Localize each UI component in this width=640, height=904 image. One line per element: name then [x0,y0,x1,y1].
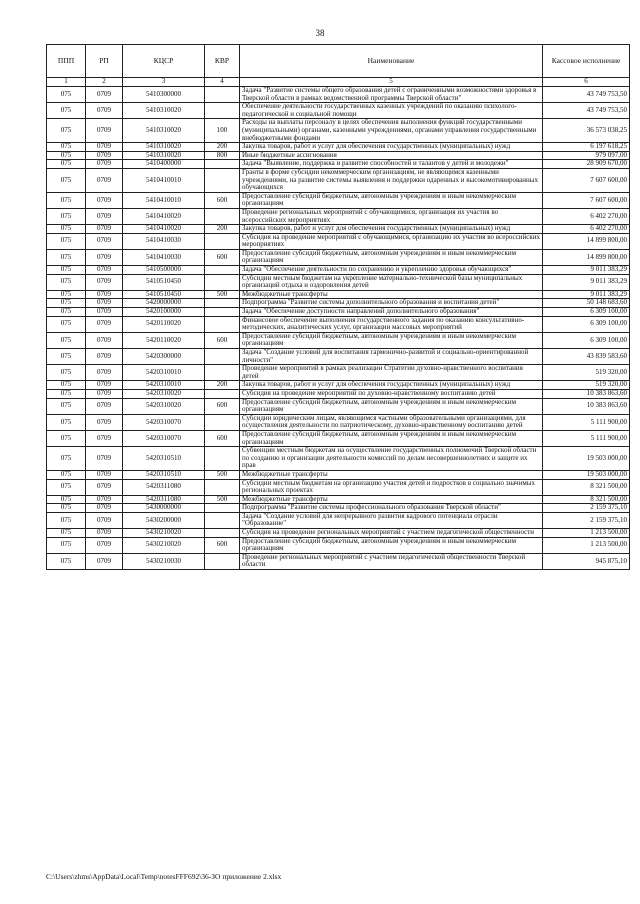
table-row [47,316,630,332]
table-row [47,389,630,398]
column-number-row [47,78,630,87]
cell-ppp: 075 [47,160,86,169]
cell-amount: 19 503 000,00 [543,447,630,471]
table-row [47,87,630,103]
cell-kvr: 200 [205,225,240,234]
cell-ppp: 075 [47,447,86,471]
table-row [47,119,630,143]
cell-amount: 8 321 500,00 [543,479,630,495]
table-row [47,160,630,169]
cell-name: Субсидия на проведение мероприятий по духовно-нравственному воспитанию детей [240,389,543,398]
cell-kcsr: 5410510450 [123,274,205,290]
table-row [47,381,630,390]
cell-rp: 0709 [86,414,123,430]
cell-amount: 36 573 038,25 [543,119,630,143]
cell-ppp: 075 [47,316,86,332]
cell-kvr [205,266,240,275]
cell-kcsr: 5410310020 [123,151,205,160]
cell-kvr [205,529,240,538]
cell-ppp: 075 [47,233,86,249]
cell-kcsr: 5410410030 [123,233,205,249]
cell-name: Задача "Создание условий для воспитания гармонично-развитой и социально-ориентированной личности" [240,349,543,365]
cell-amount: 519 320,00 [543,381,630,390]
cell-amount: 2 159 375,10 [543,504,630,513]
cell-kcsr: 5420310010 [123,381,205,390]
cell-amount: 50 148 683,60 [543,299,630,308]
cell-amount: 945 875,10 [543,553,630,569]
cell-ppp: 075 [47,299,86,308]
cell-rp: 0709 [86,160,123,169]
cell-rp: 0709 [86,208,123,224]
cell-ppp: 075 [47,208,86,224]
table-row [47,208,630,224]
column-number: 4 [205,78,240,87]
cell-kvr [205,208,240,224]
cell-name: Предоставление субсидий бюджетным, автономным учреждениям и иным некоммерческим организациям [240,398,543,414]
cell-ppp: 075 [47,414,86,430]
cell-amount: 14 899 800,00 [543,249,630,265]
cell-ppp: 075 [47,151,86,160]
cell-kvr [205,389,240,398]
cell-rp: 0709 [86,290,123,299]
cell-amount: 9 011 383,29 [543,274,630,290]
cell-kvr [205,233,240,249]
cell-rp: 0709 [86,504,123,513]
table-row [47,225,630,234]
cell-kcsr: 5410410020 [123,208,205,224]
table-row [47,479,630,495]
cell-kvr: 100 [205,119,240,143]
cell-amount: 9 011 383,29 [543,290,630,299]
cell-kvr [205,349,240,365]
table-row [47,290,630,299]
cell-name: Подпрограмма "Развитие системы профессионального образования Тверской области" [240,504,543,513]
cell-kcsr: 5430210020 [123,529,205,538]
cell-kcsr: 5420310510 [123,447,205,471]
column-number: 1 [47,78,86,87]
cell-rp: 0709 [86,381,123,390]
budget-table [46,44,630,570]
table-row [47,529,630,538]
cell-kvr [205,479,240,495]
cell-kcsr: 5430210020 [123,537,205,553]
cell-rp: 0709 [86,308,123,317]
cell-amount: 10 383 863,60 [543,389,630,398]
cell-kcsr: 5420310510 [123,470,205,479]
cell-kcsr: 5420300000 [123,349,205,365]
cell-kcsr: 5410310020 [123,119,205,143]
cell-amount: 43 749 753,50 [543,103,630,119]
cell-rp: 0709 [86,249,123,265]
cell-amount: 1 213 500,00 [543,537,630,553]
table-row [47,249,630,265]
cell-name: Расходы на выплаты персоналу в целях обеспечения выполнения функций государственными (муниципальными) органами, казенными учреждениями, органами управления государственными внебюджетными фондами [240,119,543,143]
cell-kcsr: 5410300000 [123,87,205,103]
cell-name: Проведение региональных мероприятий с участием педагогической общественности Тверской области [240,553,543,569]
cell-amount: 1 213 500,00 [543,529,630,538]
cell-rp: 0709 [86,332,123,348]
cell-name: Подпрограмма "Развитие системы дополнительного образования и воспитания детей" [240,299,543,308]
cell-name: Межбюджетные трансферты [240,290,543,299]
cell-ppp: 075 [47,365,86,381]
cell-ppp: 075 [47,168,86,192]
cell-amount: 6 309 100,00 [543,332,630,348]
cell-ppp: 075 [47,192,86,208]
cell-kvr [205,316,240,332]
page-number: 38 [315,28,325,38]
cell-rp: 0709 [86,225,123,234]
cell-kvr: 200 [205,143,240,152]
cell-ppp: 075 [47,553,86,569]
cell-ppp: 075 [47,537,86,553]
cell-name: Задача "Создание условий для непрерывного развития кадрового потенциала отрасли "Образование" [240,512,543,528]
cell-kvr [205,512,240,528]
header-ppp: ППП [47,45,86,78]
table-row [47,143,630,152]
cell-name: Задача "Выявление, поддержка и развитие способностей и талантов у детей и молодежи" [240,160,543,169]
cell-name: Закупка товаров, работ и услуг для обеспечения государственных (муниципальных) нужд [240,143,543,152]
table-row [47,151,630,160]
cell-ppp: 075 [47,479,86,495]
table-row [47,495,630,504]
cell-name: Предоставление субсидий бюджетным, автономным учреждениям и иным некоммерческим организациям [240,249,543,265]
column-number: 2 [86,78,123,87]
cell-name: Закупка товаров, работ и услуг для обеспечения государственных (муниципальных) нужд [240,225,543,234]
cell-rp: 0709 [86,299,123,308]
cell-kvr [205,553,240,569]
cell-name: Проведение мероприятий в рамках реализации Стратегии духовно-нравственного воспитания детей [240,365,543,381]
header-name: Наименование [240,45,543,78]
cell-ppp: 075 [47,119,86,143]
cell-kcsr: 5420110020 [123,316,205,332]
cell-kvr [205,299,240,308]
cell-name: Межбюджетные трансферты [240,470,543,479]
cell-ppp: 075 [47,504,86,513]
cell-kvr: 600 [205,332,240,348]
cell-rp: 0709 [86,470,123,479]
cell-kcsr: 5410410010 [123,168,205,192]
table-row [47,512,630,528]
cell-amount: 8 321 500,00 [543,495,630,504]
cell-name: Предоставление субсидий бюджетным, автономным учреждениям и иным некоммерческим организациям [240,332,543,348]
cell-amount: 43 749 753,50 [543,87,630,103]
cell-name: Субсидии местным бюджетам на организацию участия детей и подростков в социально значимых региональных проектах [240,479,543,495]
table-row [47,168,630,192]
column-number: 6 [543,78,630,87]
cell-kcsr: 5410400000 [123,160,205,169]
table-row [47,414,630,430]
cell-kvr: 200 [205,381,240,390]
header-rp: РП [86,45,123,78]
cell-rp: 0709 [86,151,123,160]
cell-rp: 0709 [86,553,123,569]
cell-ppp: 075 [47,529,86,538]
cell-rp: 0709 [86,430,123,446]
table-row [47,233,630,249]
cell-name: Субсидия на проведение мероприятий с обучающимися, организацию их участия во всероссийских мероприятиях [240,233,543,249]
table-row [47,365,630,381]
cell-rp: 0709 [86,143,123,152]
cell-rp: 0709 [86,316,123,332]
cell-rp: 0709 [86,537,123,553]
cell-ppp: 075 [47,349,86,365]
cell-name: Субсидия на проведение региональных мероприятий с участием педагогической общественности [240,529,543,538]
file-path-footer: C:\Users\zhms\AppData\Local\Temp\notesFFF692\36-ЗО приложение 2.xlsx [46,872,282,881]
cell-rp: 0709 [86,349,123,365]
cell-kcsr: 5420311080 [123,479,205,495]
cell-rp: 0709 [86,447,123,471]
cell-rp: 0709 [86,233,123,249]
cell-name: Задача "Развитие системы общего образования детей с ограниченными возможностями здоровья в Тверской области в рамках ведомственной программы Тверской области" [240,87,543,103]
cell-amount: 6 309 100,00 [543,316,630,332]
cell-kvr [205,504,240,513]
cell-rp: 0709 [86,479,123,495]
table-row [47,504,630,513]
cell-amount: 10 383 863,60 [543,398,630,414]
cell-kvr [205,160,240,169]
cell-rp: 0709 [86,119,123,143]
cell-kcsr: 5410410010 [123,192,205,208]
cell-kvr: 600 [205,398,240,414]
cell-kvr [205,274,240,290]
cell-kcsr: 5420110020 [123,332,205,348]
cell-amount: 519 320,00 [543,365,630,381]
table-row [47,332,630,348]
cell-ppp: 075 [47,398,86,414]
cell-amount: 6 309 100,00 [543,308,630,317]
table-row [47,103,630,119]
cell-kvr: 600 [205,430,240,446]
cell-rp: 0709 [86,512,123,528]
cell-kvr: 500 [205,470,240,479]
cell-ppp: 075 [47,249,86,265]
cell-kcsr: 5430210030 [123,553,205,569]
cell-amount: 9 011 383,29 [543,266,630,275]
table-row [47,447,630,471]
cell-kvr: 600 [205,537,240,553]
cell-kvr: 600 [205,192,240,208]
cell-ppp: 075 [47,290,86,299]
cell-amount: 19 503 000,00 [543,470,630,479]
cell-kcsr: 5410310020 [123,103,205,119]
cell-amount: 14 899 800,00 [543,233,630,249]
cell-amount: 43 839 583,60 [543,349,630,365]
cell-ppp: 075 [47,225,86,234]
cell-kcsr: 5420100000 [123,308,205,317]
column-number: 3 [123,78,205,87]
cell-ppp: 075 [47,332,86,348]
cell-rp: 0709 [86,192,123,208]
cell-kvr [205,365,240,381]
cell-kvr: 600 [205,249,240,265]
cell-name: Задача "Обеспечение доступности направлений дополнительного образования" [240,308,543,317]
header-kcsr: КЦСР [123,45,205,78]
cell-name: Обеспечение деятельности государственных казенных учреждений по оказанию психолого-педагогической и социальной помощи [240,103,543,119]
cell-name: Субвенции местным бюджетам на осуществление государственных полномочий Тверской области по созданию и организации деятельности комиссий по делам несовершеннолетних и защите их прав [240,447,543,471]
table-row [47,192,630,208]
cell-rp: 0709 [86,398,123,414]
cell-name: Иные бюджетные ассигнования [240,151,543,160]
cell-kvr [205,103,240,119]
cell-rp: 0709 [86,266,123,275]
cell-amount: 7 607 600,00 [543,168,630,192]
cell-amount: 6 402 270,00 [543,225,630,234]
cell-ppp: 075 [47,274,86,290]
cell-ppp: 075 [47,512,86,528]
cell-ppp: 075 [47,470,86,479]
cell-name: Гранты в форме субсидии некоммерческим организациям, не являющимся казенными учреждениями, на развитие системы выявления и поддержки одаренных и высокомотивированных обучающихся [240,168,543,192]
cell-name: Проведение региональных мероприятий с обучающимися, организация их участия во всероссийских мероприятиях [240,208,543,224]
cell-rp: 0709 [86,103,123,119]
cell-rp: 0709 [86,87,123,103]
cell-kcsr: 5410500000 [123,266,205,275]
cell-rp: 0709 [86,495,123,504]
cell-ppp: 075 [47,389,86,398]
cell-kvr [205,308,240,317]
cell-ppp: 075 [47,103,86,119]
cell-kcsr: 5410310020 [123,143,205,152]
table-row [47,430,630,446]
cell-kvr [205,87,240,103]
cell-name: Предоставление субсидий бюджетным, автономным учреждениям и иным некоммерческим организациям [240,537,543,553]
cell-name: Предоставление субсидий бюджетным, автономным учреждениям и иным некоммерческим организациям [240,430,543,446]
table-row [47,308,630,317]
cell-amount: 2 159 375,10 [543,512,630,528]
cell-amount: 7 607 600,00 [543,192,630,208]
cell-kvr [205,447,240,471]
cell-kcsr: 5410510450 [123,290,205,299]
table-row [47,274,630,290]
cell-ppp: 075 [47,495,86,504]
cell-rp: 0709 [86,168,123,192]
cell-rp: 0709 [86,365,123,381]
header-kvr: КВР [205,45,240,78]
cell-kcsr: 5410410030 [123,249,205,265]
cell-kcsr: 5420310070 [123,430,205,446]
cell-kvr: 500 [205,290,240,299]
cell-kvr: 800 [205,151,240,160]
cell-kcsr: 5430200000 [123,512,205,528]
table-row [47,299,630,308]
cell-kcsr: 5420311080 [123,495,205,504]
cell-amount: 5 111 900,00 [543,430,630,446]
table-row [47,537,630,553]
cell-ppp: 075 [47,143,86,152]
cell-amount: 5 111 900,00 [543,414,630,430]
table-row [47,553,630,569]
cell-kcsr: 5420000000 [123,299,205,308]
cell-kcsr: 5420310010 [123,365,205,381]
header-amount: Кассовое исполнение [543,45,630,78]
cell-rp: 0709 [86,274,123,290]
cell-ppp: 075 [47,266,86,275]
cell-rp: 0709 [86,529,123,538]
cell-kcsr: 5430000000 [123,504,205,513]
cell-name: Субсидии местным бюджетам на укрепление материально-технической базы муниципальных организаций отдыха и оздоровления детей [240,274,543,290]
cell-ppp: 075 [47,381,86,390]
table-row [47,266,630,275]
cell-name: Закупка товаров, работ и услуг для обеспечения государственных (муниципальных) нужд [240,381,543,390]
cell-name: Предоставление субсидий бюджетным, автономным учреждениям и иным некоммерческим организациям [240,192,543,208]
cell-rp: 0709 [86,389,123,398]
cell-amount: 6 402 270,00 [543,208,630,224]
cell-amount: 28 909 670,00 [543,160,630,169]
table-row [47,398,630,414]
cell-name: Финансовое обеспечение выполнения государственного задания по оказанию консультативно-методических, аналитических услуг, организации массовых мероприятий [240,316,543,332]
cell-amount: 6 197 618,25 [543,143,630,152]
header-row [47,45,630,78]
table-row [47,470,630,479]
cell-ppp: 075 [47,308,86,317]
cell-kvr: 500 [205,495,240,504]
cell-kcsr: 5420310020 [123,389,205,398]
cell-name: Межбюджетные трансферты [240,495,543,504]
cell-kcsr: 5420310070 [123,414,205,430]
cell-kcsr: 5420310020 [123,398,205,414]
cell-ppp: 075 [47,87,86,103]
cell-name: Субсидии юридическим лицам, являющимся частными образовательными организациями, для осуществления деятельности по патриотическому, духовно-нравственному воспитанию детей [240,414,543,430]
cell-kvr [205,414,240,430]
cell-kvr [205,168,240,192]
table-row [47,349,630,365]
cell-amount: 979 097,00 [543,151,630,160]
cell-kcsr: 5410410020 [123,225,205,234]
column-number: 5 [240,78,543,87]
cell-name: Задача "Обеспечение деятельности по сохранению и укреплению здоровья обучающихся" [240,266,543,275]
cell-ppp: 075 [47,430,86,446]
